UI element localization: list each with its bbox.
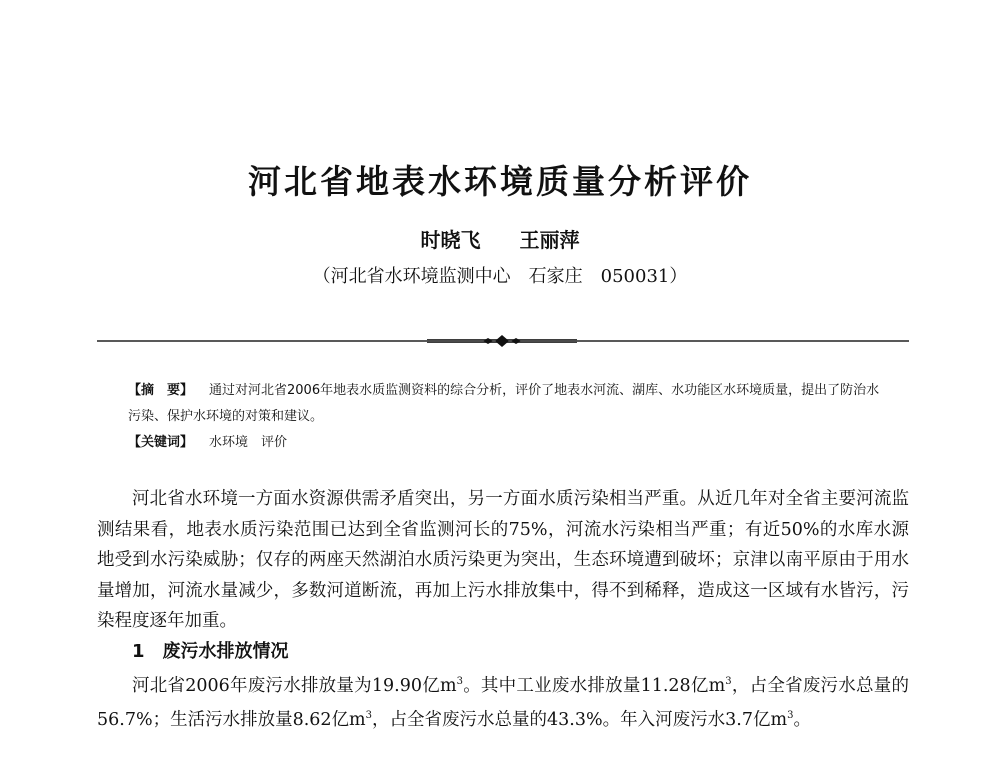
text-run: 河北省2006年废污水排放量为19.90亿m [132,675,457,696]
abstract [128,378,888,430]
author-name: 时晓飞 [420,228,481,252]
intro-paragraph: 河北省水环境一方面水资源供需矛盾突出，另一方面水质污染相当严重。从近几年对全省主要河流监测结果看，地表水质污染范围已达到全省监测河长的75%，河流水污染相当严重；有近50%的水库水源地受到水污染威胁；仅存的两座天然湖泊水质污染更为突出，生态环境遭到破坏；京津以南平原由于用水量增加，河流水量减少，多数河道断流，再加上污水排放集中，得不到稀释，造成这一区域有水皆污，污染程度逐年加重。 [97,489,909,631]
keywords-label: 【关键词】 [128,435,194,450]
text-run: 。 [793,710,811,731]
text-run: 。其中工业废水排放量11.28亿m [462,675,726,696]
superscript: 3 [365,710,373,722]
section-number: 1 [132,640,145,662]
superscript: 3 [725,676,732,687]
abstract-text: 通过对河北省2006年地表水质监测资料的综合分析，评价了地表水河流、湖库、水功能区水环境质量，提出了防治水污染、保护水环境的对策和建议。 [128,383,880,424]
paper-body [97,484,909,736]
section-title: 废污水排放情况 [162,640,289,662]
text-run: ，占全省废污水总量的43.3%。年入河废污水3.7亿m [372,710,788,731]
superscript: 3 [787,710,794,722]
keywords [128,430,888,456]
section-paragraph [97,667,909,736]
affiliation: （河北省水环境监测中心 石家庄 050031） [312,266,688,287]
superscript: 3 [456,676,463,687]
ornamental-divider [97,331,909,351]
text-run: ，占全省废污水总量的56.7%；生活污水排放量8.62亿m [97,675,910,731]
abstract-label: 【摘 要】 [128,383,194,398]
author-list [0,224,1000,253]
author-name: 王丽萍 [519,228,580,252]
abstract-block [128,378,888,456]
section-heading [97,637,909,668]
paper-title: 河北省地表水环境质量分析评价 [248,162,752,201]
keywords-text: 水环境 评价 [209,435,288,450]
